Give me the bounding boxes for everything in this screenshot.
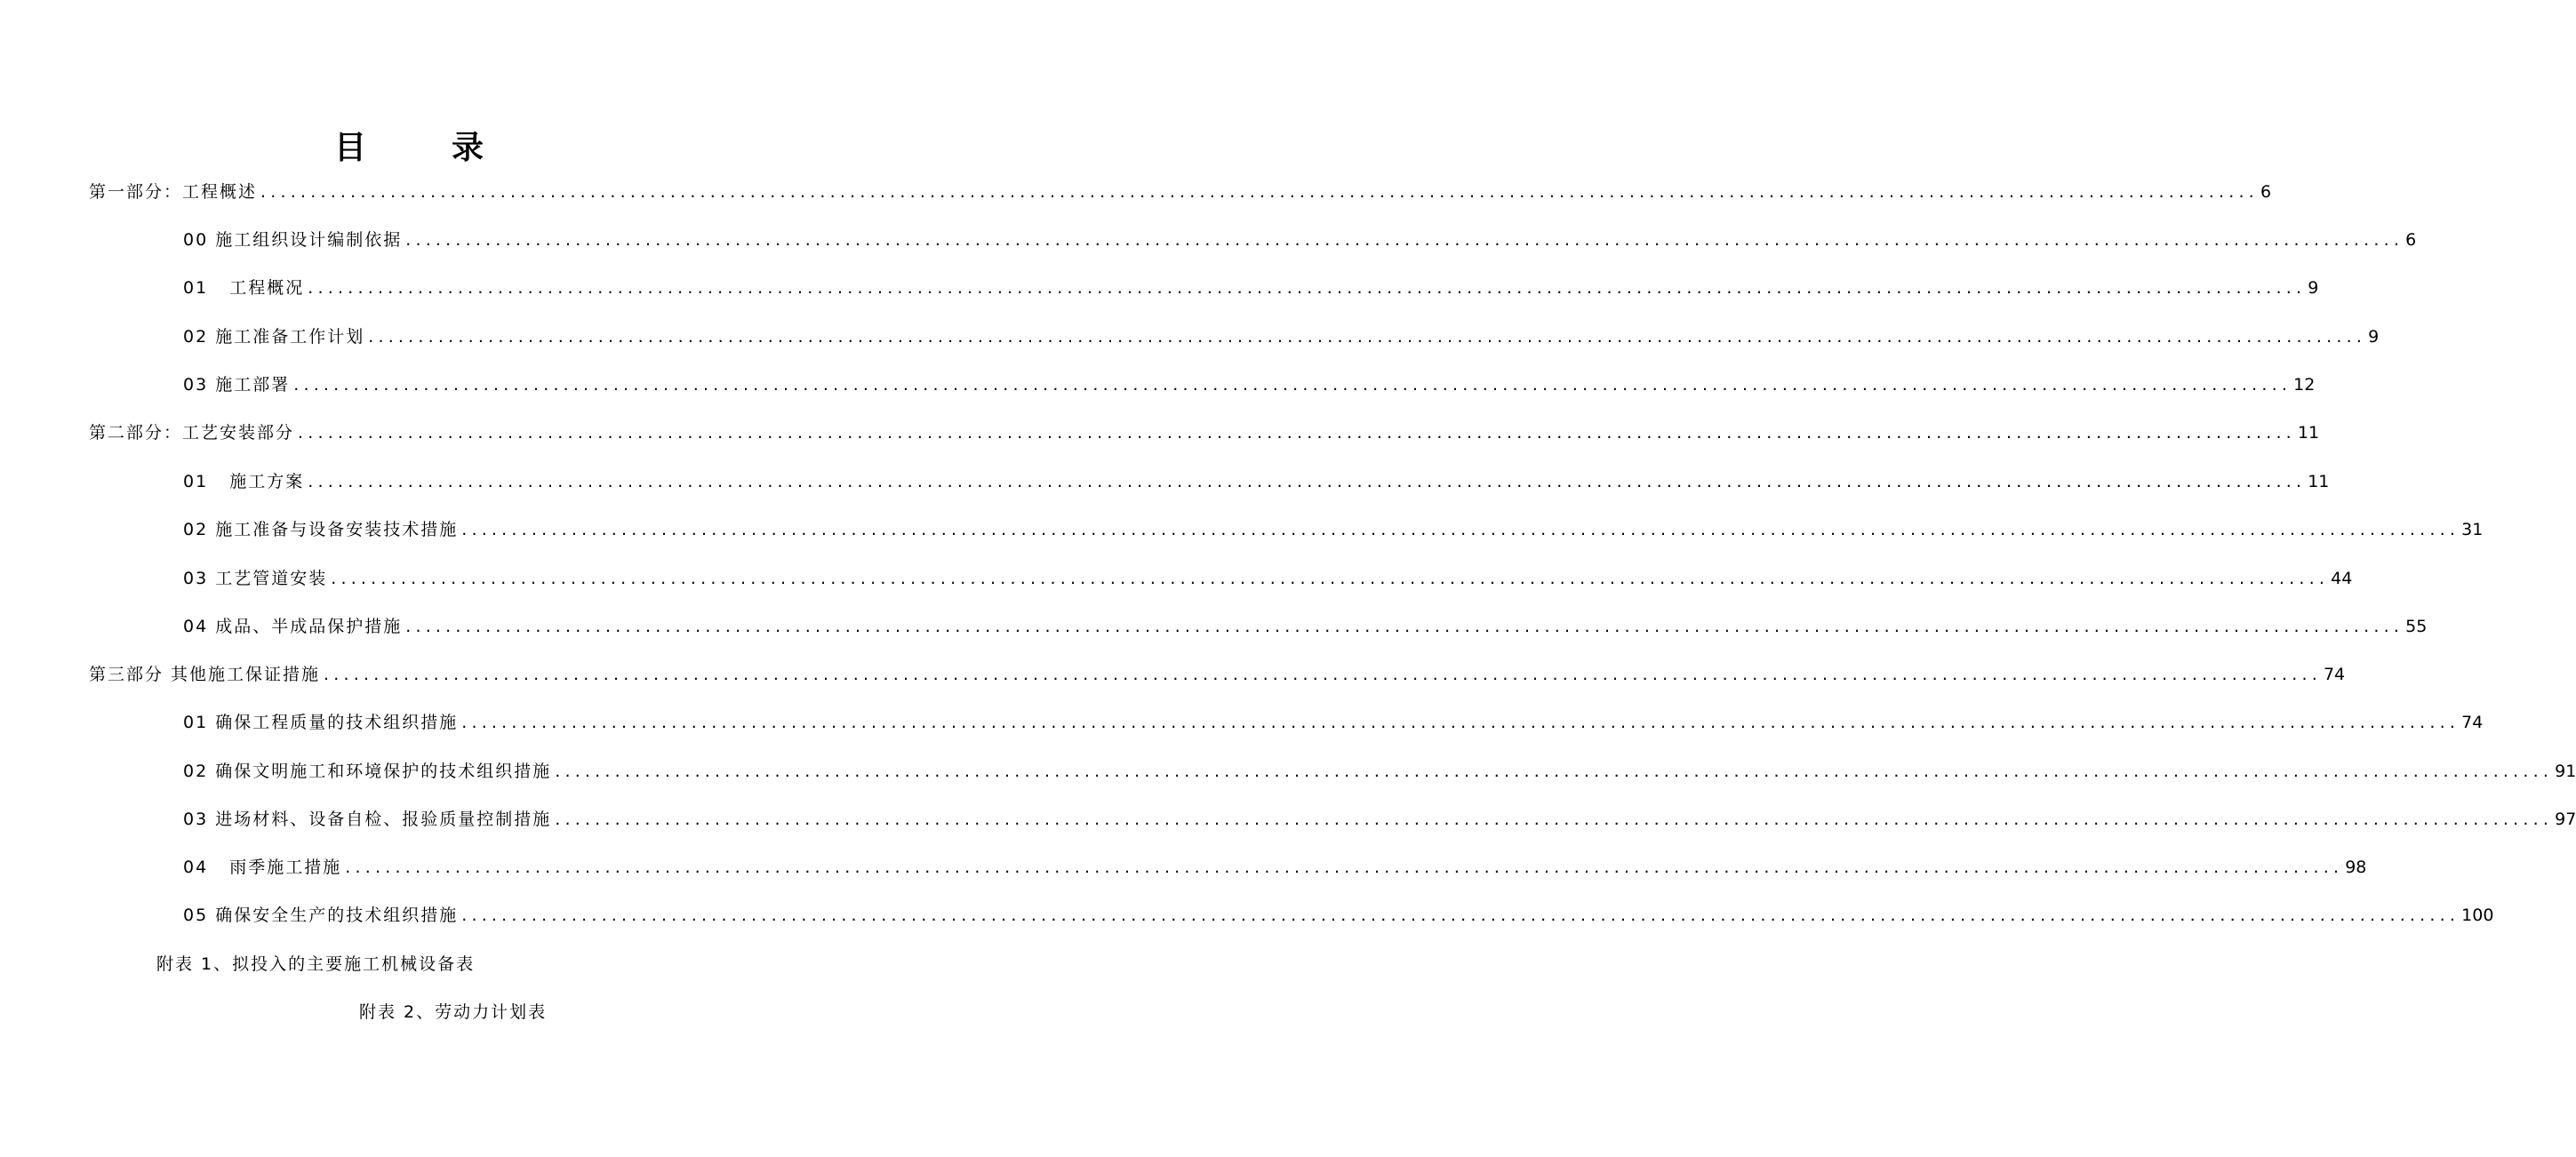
toc-entry-page: 11 (2308, 472, 2330, 491)
toc-entry-label: 04 成品、半成品保护措施 (183, 617, 403, 636)
toc-entry-label: 01 工程概况 (183, 278, 305, 298)
toc-entry-page: 44 (2331, 569, 2353, 588)
toc-entry-page: 6 (2260, 182, 2272, 202)
toc-entry-part-2[interactable] (89, 420, 2320, 445)
toc-entry[interactable] (183, 469, 2330, 494)
toc-entry[interactable] (183, 566, 2353, 591)
toc-leader-dots: ........................................................................................................................................................................................................ (461, 906, 2460, 925)
toc-leader-dots: ........................................................................................................................................................................................................ (308, 278, 2307, 298)
toc-entry-label: 04 雨季施工措施 (183, 858, 342, 877)
toc-entry-label: 01 施工方案 (183, 472, 305, 491)
toc-entry[interactable] (183, 227, 2417, 252)
toc-entry-page: 97 (2555, 810, 2576, 829)
toc-entry[interactable] (183, 855, 2367, 880)
toc-entry[interactable] (183, 275, 2319, 300)
toc-entry[interactable] (183, 614, 2428, 639)
toc-entry-label: 第三部分 其他施工保证措施 (89, 665, 321, 684)
toc-leader-dots: ........................................................................................................................................................................................................ (461, 713, 2460, 732)
toc-entry-page: 98 (2345, 858, 2367, 877)
toc-entry-label: 03 工艺管道安装 (183, 569, 328, 588)
title-char-2: 录 (452, 130, 484, 166)
toc-entry-label: 01 确保工程质量的技术组织措施 (183, 713, 459, 732)
toc-entry-page: 55 (2405, 617, 2428, 636)
toc-entry-page: 11 (2297, 423, 2320, 443)
toc-entry-label: 03 施工部署 (183, 375, 291, 395)
toc-leader-dots: ........................................................................................................................................................................................................ (345, 858, 2344, 877)
appendix-2: 附表 2、劳动力计划表 (359, 1002, 548, 1022)
toc-entry[interactable] (183, 807, 2576, 832)
toc-leader-dots: ........................................................................................................................................................................................................ (555, 762, 2554, 781)
toc-entry[interactable] (183, 517, 2484, 542)
toc-entry-label: 02 施工准备与设备安装技术措施 (183, 520, 459, 539)
toc-entry-label: 第二部分：工艺安装部分 (89, 423, 295, 443)
toc-entry-label: 03 进场材料、设备自检、报验质量控制措施 (183, 810, 552, 829)
toc-leader-dots: ........................................................................................................................................................................................................ (331, 569, 2330, 588)
toc-entry-label: 00 施工组织设计编制依据 (183, 230, 403, 250)
toc-entry-page: 100 (2461, 906, 2494, 925)
toc-entry[interactable] (183, 372, 2316, 397)
toc-entry[interactable] (183, 903, 2494, 928)
toc-entry[interactable] (183, 710, 2484, 735)
toc-leader-dots: ........................................................................................................................................................................................................ (461, 520, 2460, 539)
toc-entry-label: 02 确保文明施工和环境保护的技术组织措施 (183, 762, 552, 781)
toc-entry-page: 74 (2461, 713, 2484, 732)
toc-entry-label: 第一部分：工程概述 (89, 182, 258, 202)
toc-leader-dots: ........................................................................................................................................................................................................ (308, 472, 2307, 491)
toc-entry-page: 91 (2555, 762, 2576, 781)
toc-entry-label: 02 施工准备工作计划 (183, 327, 365, 347)
title-char-1: 目 (333, 130, 366, 166)
toc-leader-dots: ........................................................................................................................................................................................................ (555, 810, 2554, 829)
appendix-1: 附表 1、拟投入的主要施工机械设备表 (156, 954, 476, 974)
toc-entry-page: 12 (2293, 375, 2316, 395)
toc-entry-page: 74 (2323, 665, 2346, 684)
toc-leader-dots: ........................................................................................................................................................................................................ (368, 327, 2367, 347)
toc-leader-dots: ........................................................................................................................................................................................................ (405, 617, 2404, 636)
toc-entry-page: 6 (2405, 230, 2417, 250)
toc-leader-dots: ........................................................................................................................................................................................................ (293, 375, 2292, 395)
toc-leader-dots: ........................................................................................................................................................................................................ (324, 665, 2322, 684)
toc-entry-part-1[interactable] (89, 180, 2272, 204)
toc-leader-dots: ........................................................................................................................................................................................................ (298, 423, 2296, 443)
toc-entry-page: 31 (2461, 520, 2484, 539)
toc-entry-part-3[interactable] (89, 662, 2346, 687)
toc-leader-dots: ........................................................................................................................................................................................................ (260, 182, 2259, 202)
toc-leader-dots: ........................................................................................................................................................................................................ (405, 230, 2404, 250)
toc-entry-label: 05 确保安全生产的技术组织措施 (183, 906, 459, 925)
toc-entry-page: 9 (2368, 327, 2380, 347)
toc-entry-page: 9 (2308, 278, 2319, 298)
toc-entry[interactable] (183, 759, 2576, 784)
page-title (0, 123, 818, 168)
toc-entry[interactable] (183, 324, 2380, 349)
